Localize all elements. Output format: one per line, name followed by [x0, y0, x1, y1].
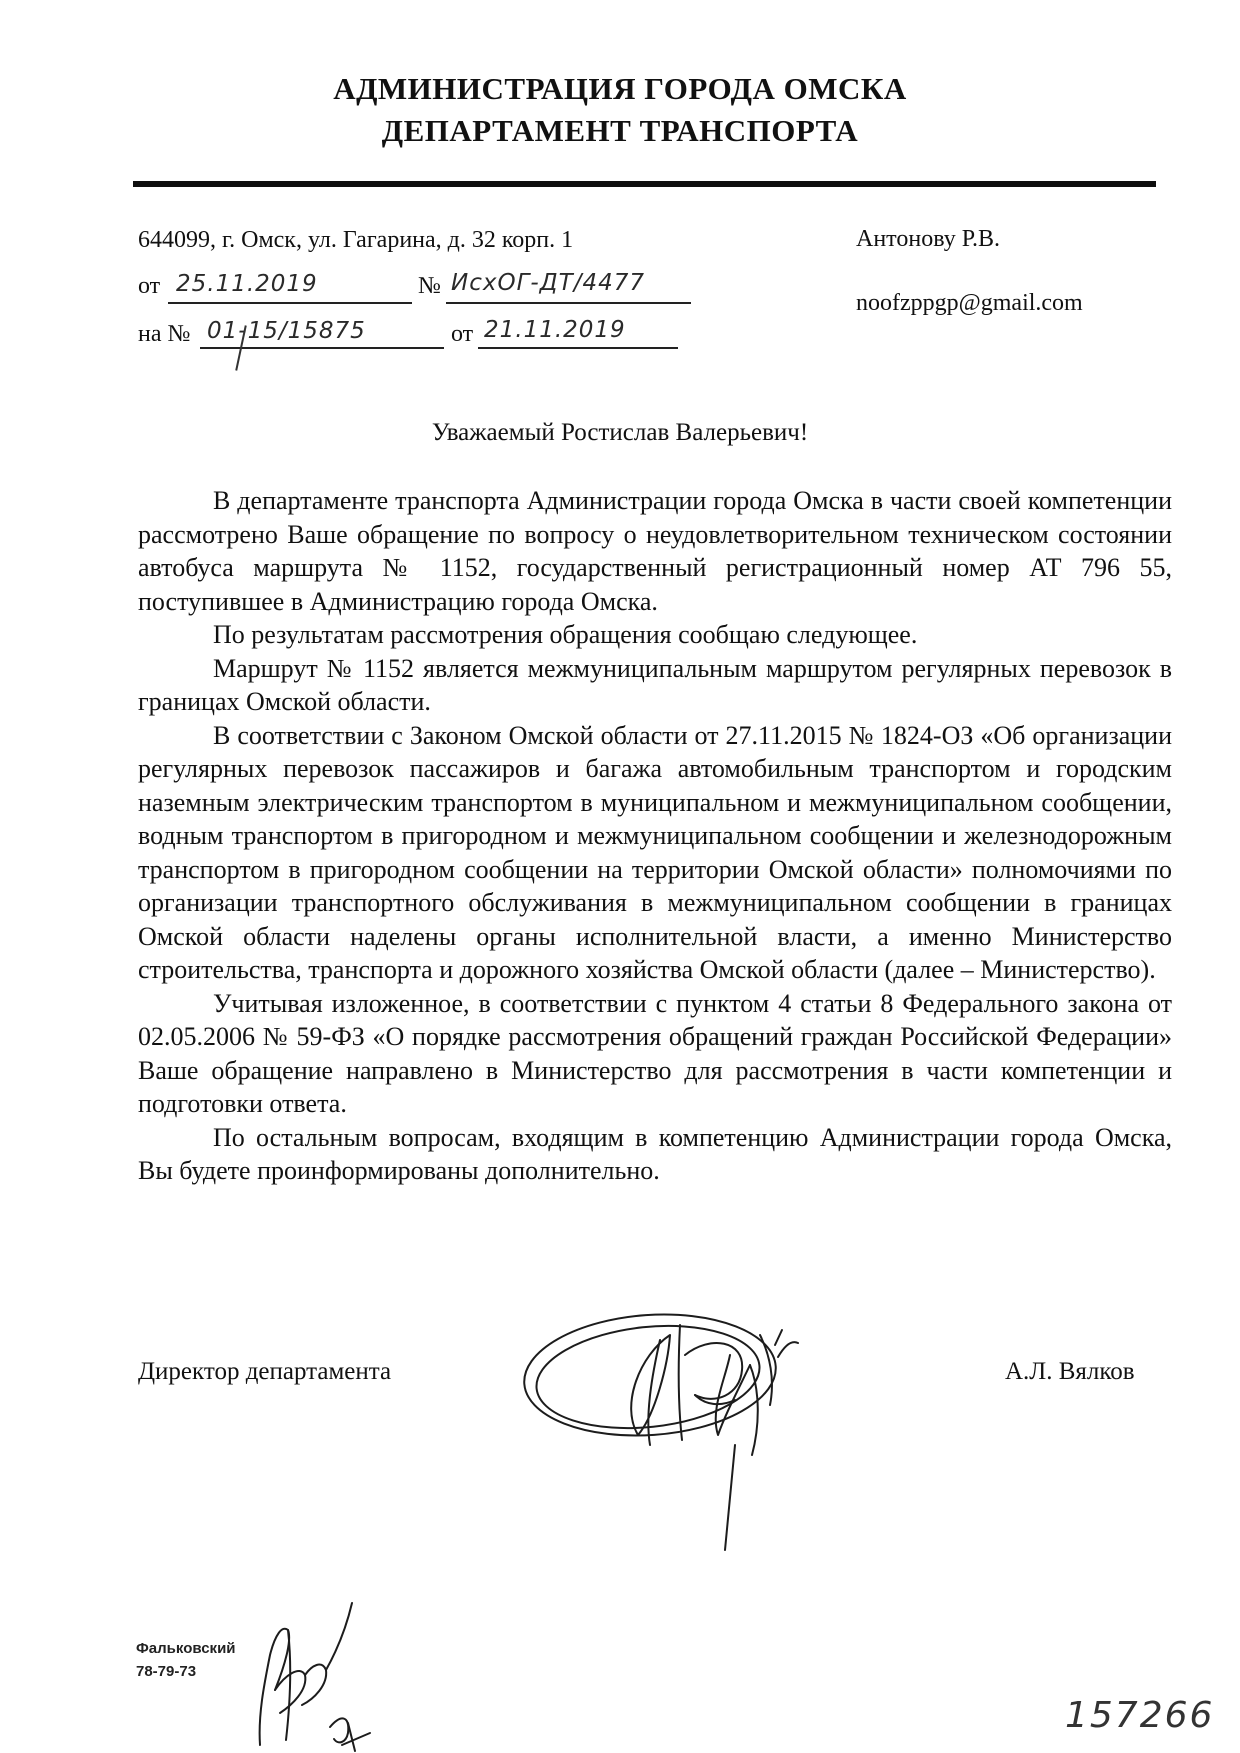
signatory-name: А.Л. Вялков [1005, 1358, 1135, 1385]
signatory-position: Директор департамента [138, 1358, 392, 1385]
outgoing-number-value: ИсхОГ-ДТ/4477 [451, 270, 645, 296]
outgoing-date-value: 25.11.2019 [176, 271, 318, 297]
incoming-number-underline [200, 347, 444, 349]
body-paragraph: По результатам рассмотрения обращения сообщаю следующее. [213, 620, 918, 649]
executor-phone: 78-79-73 [136, 1663, 197, 1680]
outgoing-date-underline [168, 302, 412, 304]
body-paragraph: Маршрут № 1152 является межмуниципальным маршрутом регулярных перевозок в границах Омской области. [138, 653, 1172, 716]
recipient-email: noofzppgp@gmail.com [856, 290, 1083, 316]
salutation: Уважаемый Ростислав Валерьевич! [431, 419, 809, 446]
incoming-number-value: 01-15/15875 [207, 318, 366, 344]
incoming-date-label: от [451, 321, 474, 347]
executor-name: Фальковский [136, 1640, 236, 1657]
letter-body [138, 484, 1172, 1188]
header-department: ДЕПАРТАМЕНТ ТРАНСПОРТА [381, 113, 859, 148]
sender-address: 644099, г. Омск, ул. Гагарина, д. 32 корп. 1 [138, 227, 574, 253]
outgoing-number-label: № [418, 273, 441, 299]
header-organization: АДМИНИСТРАЦИЯ ГОРОДА ОМСКА [333, 71, 907, 106]
director-signature-image [520, 1295, 820, 1565]
outgoing-number-underline [446, 302, 691, 304]
executor-initials-image [230, 1595, 400, 1753]
incoming-date-value: 21.11.2019 [484, 317, 626, 343]
incoming-number-label: на № [138, 321, 191, 347]
body-paragraph: В департаменте транспорта Администрации города Омска в части своей компетенции рассмотрено Ваше обращение по вопросу о неудовлетворительном техническом состоянии автобуса маршрута № 1152, государственный регистрационный номер АТ 796 55, поступившее в Администрацию города Омска. [138, 486, 1172, 616]
body-paragraph: В соответствии с Законом Омской области от 27.11.2015 № 1824-ОЗ «Об организации регулярных перевозок пассажиров и багажа автомобильным транспортом и городским наземным электрическим транспортом в муниципальном и межмуниципальном сообщении, водным транспортом в пригородном и межмуниципальном сообщении и железнодорожным транспортом в пригородном сообщении на территории Омской области» полномочиями по организации транспортного обслуживания в межмуниципальном сообщении в границах Омской области наделены органы исполнительной власти, а именно Министерство строительства, транспорта и дорожного хозяйства Омской области (далее – Министерство). [138, 720, 1172, 984]
body-paragraph: Учитывая изложенное, в соответствии с пунктом 4 статьи 8 Федерального закона от 02.05.2006 № 59-ФЗ «О порядке рассмотрения обращений граждан Российской Федерации» Ваше обращение направлено в Министерство для рассмотрения в части компетенции и подготовки ответа. [138, 988, 1172, 1118]
recipient-name: Антонову Р.В. [856, 226, 1001, 252]
incoming-date-underline [478, 347, 678, 349]
outgoing-date-label: от [138, 273, 161, 299]
header-divider [133, 181, 1156, 187]
body-paragraph: По остальным вопросам, входящим в компетенцию Администрации города Омска, Вы будете проинформированы дополнительно. [138, 1122, 1172, 1185]
registration-number: 157266 [1065, 1695, 1215, 1736]
